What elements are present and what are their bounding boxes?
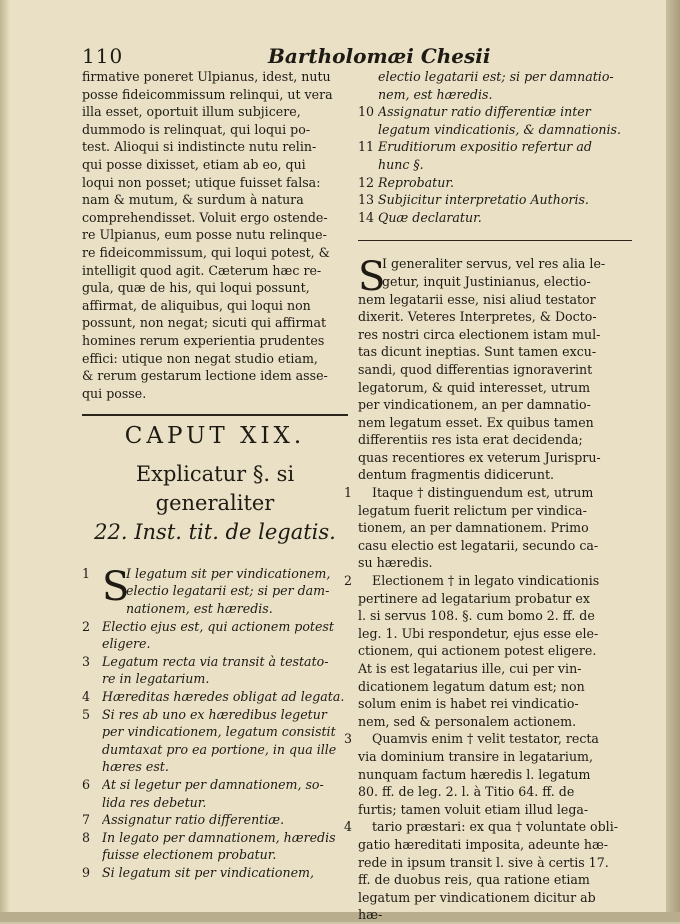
body-paragraph [344,572,632,730]
text-line: legatum per vindicationem dicitur ab [358,889,596,905]
text-line: loqui non posset; utique fuisset falsa: [82,174,321,190]
text-line: via dominium transire in legatarium, [358,748,593,764]
chapter-title [82,460,348,547]
text-line: electio legatarii est; si per damnatio- [378,69,614,84]
text-line: re in legatarium. [102,671,210,687]
text-line: gatio hæreditati imposita, adeunte hæ- [358,836,609,852]
text-line: ff. de duobus reis, qua ratione etiam [358,872,590,888]
summary-item [358,191,632,209]
summary-number: 1 [82,565,91,581]
text-line: dentum fragmentis didicerunt. [358,467,555,483]
body-numbered-paragraphs [344,484,632,924]
chapter-title-line-2: 22. Inst. tit. de legatis. [94,519,336,544]
summary-item [82,706,348,776]
chapter-title-line-1: Explicatur §. si generaliter [135,461,295,515]
body-opening-paragraph [358,255,632,484]
text-line: Eruditiorum expositio refertur ad [378,139,592,155]
summary-item [358,103,632,138]
summary-item [82,688,348,706]
chapter-heading: CAPUT XIX. [124,423,306,450]
summary-item [82,776,348,811]
text-line: nem, sed & personalem actionem. [358,713,577,729]
summary-item [358,138,632,173]
body-paragraph [344,484,632,572]
text-line: Itaque † distinguendum est, utrum [372,485,594,501]
summary-number: 3 [82,653,91,669]
text-line: electio legatarii est; si per dam- [126,583,330,599]
text-line: posse fideicommissum relinqui, ut vera [82,86,333,102]
text-line: intelligit quod agit. Cæterum hæc re- [82,262,322,278]
text-line: differentiis res ista erat decidenda; [358,432,583,448]
text-line: lida res debetur. [102,794,207,810]
text-line: qui posse dixisset, etiam ab eo, qui [82,156,306,172]
text-line: l. si servus 108. §. cum bomo 2. ff. de [358,608,595,624]
text-line: nem legatum esset. Ex quibus tamen [358,414,594,430]
text-line: At si legetur per damnationem, so- [102,777,324,792]
chapter-summary-continued [358,68,632,226]
text-line: nationem, est hæredis. [126,601,273,617]
summary-rule [358,240,632,241]
intro-paragraph [82,68,348,402]
text-line: sandi, quod differentias ignoraverint [358,361,593,377]
text-line: hæ- [358,907,383,923]
text-line: tario præstari: ex qua † voluntate obli- [372,819,618,835]
summary-number: 8 [82,829,91,845]
section-rule [82,414,348,416]
text-line: nem, est hæredis. [378,86,493,102]
paragraph-number: 2 [344,573,353,589]
right-column [344,68,632,924]
text-line: per vindicationem, an per damnatio- [358,397,591,413]
summary-number: 13 [358,192,375,208]
summary-item [82,864,348,882]
body-paragraph [344,730,632,818]
text-line: affirmat, de aliquibus, qui loqui non [82,297,311,313]
text-line: pertinere ad legatarium probatur ex [358,590,590,606]
text-line: rede in ipsum transit l. sive à certis 17. [358,854,609,870]
text-line: effici: utique non negat studio etiam, [82,350,318,366]
text-line: illa esset, oportuit illum subjicere, [82,104,301,120]
text-line: Assignatur ratio differentiæ inter [378,104,591,120]
paragraph-number: 3 [344,731,353,747]
paragraph-number: 4 [344,819,353,835]
text-line: firmative poneret Ulpianus, idest, nutu [82,69,331,84]
text-line: comprehendisset. Voluit ergo ostende- [82,209,328,225]
text-line: Quæ declaratur. [378,209,482,225]
text-line: Hæreditas hæredes obligat ad legata. [102,689,345,705]
drop-capital: S [358,254,386,301]
text-line: nem legatarii esse, nisi aliud testator [358,291,596,307]
text-line: fuisse electionem probatur. [102,847,277,863]
text-line: Si res ab uno ex hæredibus legetur [102,706,327,722]
summary-number: 2 [82,618,91,634]
text-line: Quamvis enim † velit testator, recta [372,731,599,747]
summary-number: 14 [358,209,375,225]
text-line: ctionem, qui actionem potest eligere. [358,643,597,659]
text-line: Electionem † in legato vindicationis [372,573,600,589]
text-line: & rerum gestarum lectione idem asse- [82,368,328,384]
paragraph-number: 1 [344,485,353,501]
text-line: legatorum, & quid interesset, utrum [358,379,591,395]
text-line: eligere. [102,636,151,652]
summary-item [358,68,632,103]
text-line: su hæredis. [358,555,433,571]
summary-item [358,174,632,192]
text-line: tas dicunt ineptias. Sunt tamen excu- [358,344,597,360]
summary-number: 6 [82,777,91,792]
page-gutter [0,0,10,922]
text-line: solum enim is habet rei vindicatio- [358,696,579,712]
summary-item [82,811,348,829]
text-line: nunquam factum hæredis l. legatum [358,766,591,782]
summary-item [82,618,348,653]
summary-number: 9 [82,864,91,880]
summary-number: 4 [82,689,91,705]
text-line: dumtaxat pro ea portione, in qua ille [102,741,337,757]
chapter-summary [82,565,348,882]
running-head: Bartholomæi Chesii [268,44,491,68]
text-line: At is est legatarius ille, cui per vin- [358,661,582,676]
text-line: 80. ff. de leg. 2. l. à Titio 64. ff. de [358,784,575,800]
text-line: legatum fuerit relictum per vindica- [358,502,587,518]
text-line: dummodo is relinquat, qui loqui po- [82,121,311,137]
text-line: qui posse. [82,385,147,401]
text-line: hæres est. [102,759,169,775]
text-line: gula, quæ de his, qui loqui possunt, [82,280,310,296]
text-line: I generaliter servus, vel res alia le- [382,256,606,272]
text-line: homines rerum experientia prudentes [82,332,325,348]
summary-number: 10 [358,104,375,120]
body-paragraph [344,818,632,924]
text-line: Reprobatur. [378,174,454,190]
summary-number: 11 [358,139,375,155]
text-line: Legatum recta via transit à testato- [102,653,329,669]
text-line: casu electio est legatarii, secundo ca- [358,537,599,553]
text-line: re Ulpianus, eum posse nutu relinque- [82,227,327,243]
text-line: furtis; tamen voluit etiam illud lega- [358,801,589,817]
text-line: I legatum sit per vindicationem, [126,565,331,581]
text-line: res nostri circa electionem istam mul- [358,326,601,342]
summary-number: 5 [82,706,91,722]
text-line: Subjicitur interpretatio Authoris. [378,192,589,208]
drop-capital: S [102,563,130,610]
text-line: tionem, an per damnationem. Primo [358,520,589,536]
text-line: dicationem legatum datum est; non [358,678,585,694]
text-line: legatum vindicationis, & damnationis. [378,121,621,137]
text-line: re fideicommissum, qui loqui potest, & [82,244,330,260]
left-column [82,68,348,882]
summary-item [82,829,348,864]
summary-number: 7 [82,812,91,828]
text-line: per vindicationem, legatum consistit [102,724,336,740]
text-line: nam & mutum, & surdum à natura [82,192,304,208]
text-line: getur, inquit Justinianus, electio- [382,273,591,289]
page-number: 110 [82,44,124,68]
text-line: dixerit. Veteres Interpretes, & Docto- [358,309,597,325]
text-line: Electio ejus est, qui actionem potest [102,618,334,634]
text-line: quas recentiores ex veterum Jurispru- [358,449,601,465]
text-line: possunt, non negat; sicuti qui affirmat [82,315,327,331]
summary-item [82,653,348,688]
text-line: Assignatur ratio differentiæ. [102,812,285,828]
text-line: test. Alioqui si indistincte nutu relin- [82,139,317,155]
text-line: hunc §. [378,156,424,172]
summary-item [82,565,348,618]
text-line: In legato per damnationem, hæredis [102,829,336,845]
text-line: leg. 1. Ubi respondetur, ejus esse ele- [358,625,599,641]
text-line: Si legatum sit per vindicationem, [102,864,315,880]
page-edge [666,0,680,922]
summary-number: 12 [358,174,375,190]
summary-item [358,209,632,227]
